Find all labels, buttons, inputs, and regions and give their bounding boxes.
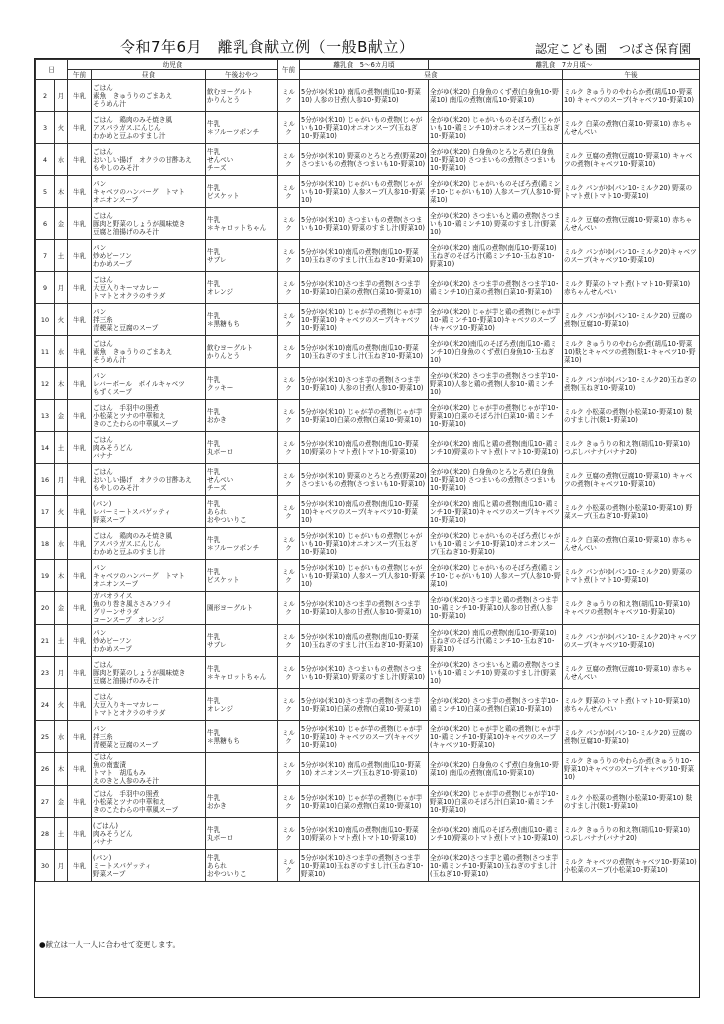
rinyu56-lunch: 5分がゆ(米10)さつま芋の煮物(さつま芋10･野菜10) 人参の甘煮(人参10･野菜10) — [300, 368, 429, 400]
youji-lunch: ごはん おいしい揚げ オクラの甘酢あえ もやしのみそ汁 — [92, 464, 206, 496]
youji-lunch: ごはん 豚肉と野菜のしょうが風味焼き 豆腐と油揚げのみそ汁 — [92, 657, 206, 689]
rinyu7-lunch: 全がゆ(米20) じゃがいものそぼろ煮(鶏ミンチ10･じゃがいも10) 人参スープ(人参10･野菜10) — [429, 176, 563, 208]
rinyu-gozen: ミルク — [278, 432, 300, 464]
youji-gozen: 牛乳 — [68, 80, 92, 112]
table-row — [36, 528, 700, 560]
rinyu56-lunch: 5分がゆ(米10) じゃが芋の煮物(じゃが芋10･野菜10)白菜の煮物(白菜10･野菜10) — [300, 400, 429, 432]
weekday: 土 — [55, 240, 68, 272]
rinyu56-lunch: 5分がゆ(米10) じゃが芋の煮物(じゃが芋10･野菜10)白菜の煮物(白菜10･野菜10) — [300, 786, 429, 818]
rinyu-gozen: ミルク — [278, 144, 300, 176]
weekday: 月 — [55, 464, 68, 496]
rinyu7-gogo: ミルク パンがゆ(パン10･ミルク20) 野菜のトマト煮(トマト10･野菜10) — [563, 560, 700, 592]
rinyu-gozen: ミルク — [278, 304, 300, 336]
weekday: 土 — [55, 818, 68, 850]
footnote: ●献立は一人一人に合わせて変更します。 — [39, 940, 180, 949]
rinyu-gozen: ミルク — [278, 818, 300, 850]
day-number: 25 — [36, 721, 55, 753]
rinyu7-gogo: ミルク パンがゆ(パン10･ミルク20)玉ねぎの煮物(玉ねぎ10･野菜10) — [563, 368, 700, 400]
youji-lunch: パン 拌三糸 青梗菜と豆腐のスープ — [92, 304, 206, 336]
youji-snack: 牛乳 丸ボーロ — [206, 818, 278, 850]
youji-gozen: 牛乳 — [68, 144, 92, 176]
youji-snack: 牛乳 ＊キャロットちゃん — [206, 657, 278, 689]
rinyu7-lunch: 全がゆ(米20)さつま芋と鶏の煮物(さつま芋10･鶏ミンチ10･野菜10)玉ねぎのすまし汁(玉ねぎ10･野菜10) — [429, 850, 563, 882]
weekday: 土 — [55, 432, 68, 464]
weekday: 金 — [55, 592, 68, 625]
rinyu56-lunch: 5分がゆ(米10) 野菜のとろとろ煮(野菜20) さつまいもの煮物(さつまいも10･野菜10) — [300, 464, 429, 496]
weekday: 水 — [55, 144, 68, 176]
rinyu7-gogo: ミルク パンがゆ(パン10･ミルク20) 豆腐の煮物(豆腐10･野菜10) — [563, 304, 700, 336]
rinyu-gozen: ミルク — [278, 368, 300, 400]
rinyu7-lunch: 全がゆ(米20) 白身魚のくず煮(白身魚10･野菜10) 南瓜の煮物(南瓜10･野菜10) — [429, 80, 563, 112]
header-oyatsu: 午後おやつ — [206, 70, 278, 80]
youji-gozen: 牛乳 — [68, 176, 92, 208]
rinyu56-lunch: 5分がゆ(米10)さつま芋の煮物(さつま芋10･野菜10)人参の甘煮(人参10･野菜10) — [300, 592, 429, 625]
rinyu7-gogo: ミルク 豆腐の煮物(豆腐10･野菜10) キャベツの煮物(キャベツ10･野菜10) — [563, 144, 700, 176]
youji-gozen: 牛乳 — [68, 208, 92, 240]
rinyu7-lunch: 全がゆ(米20) じゃがいものそぼろ煮(じゃがいも10･鶏ミンチ10)オニオンスープ(玉ねぎ10･野菜10) — [429, 112, 563, 144]
rinyu7-lunch: 全がゆ(米20) 南瓜と鶏の煮物(南瓜10･鶏ミンチ10)野菜のトマト煮(トマト10･野菜10) — [429, 432, 563, 464]
youji-snack: 牛乳 ビスケット — [206, 560, 278, 592]
rinyu-gozen: ミルク — [278, 721, 300, 753]
rinyu-gozen: ミルク — [278, 689, 300, 721]
rinyu7-gogo: ミルク きゅうりの和え物(胡瓜10･野菜10) つぶしバナナ(バナナ20) — [563, 432, 700, 464]
weekday: 火 — [55, 496, 68, 528]
table-row — [36, 818, 700, 850]
rinyu-gozen: ミルク — [278, 80, 300, 112]
youji-lunch: ごはん 肉みそうどん バナナ — [92, 432, 206, 464]
rinyu7-lunch: 全がゆ(米20) じゃがいものそぼろ煮(鶏ミンチ10･じゃがいも10) 人参スープ(人参10･野菜10) — [429, 560, 563, 592]
rinyu7-gogo: ミルク パンがゆ(パン10･ミルク20)キャベツのスープ(キャベツ10･野菜10) — [563, 625, 700, 657]
header-hirushoku: 昼食 — [92, 70, 206, 80]
day-number: 26 — [36, 753, 55, 786]
menu-table — [35, 59, 700, 882]
youji-gozen: 牛乳 — [68, 496, 92, 528]
table-row — [36, 368, 700, 400]
weekday: 月 — [55, 272, 68, 304]
rinyu56-lunch: 5分がゆ(米10) 野菜のとろとろ煮(野菜20) さつまいもの煮物(さつまいも10･野菜10) — [300, 144, 429, 176]
youji-snack: 牛乳 オレンジ — [206, 272, 278, 304]
rinyu7-gogo: ミルク パンがゆ(パン10･ミルク20) 野菜のトマト煮(トマト10･野菜10) — [563, 176, 700, 208]
table-row — [36, 304, 700, 336]
youji-gozen: 牛乳 — [68, 753, 92, 786]
youji-gozen: 牛乳 — [68, 432, 92, 464]
rinyu56-lunch: 5分がゆ(米10) じゃがいもの煮物(じゃがいも10･野菜10) 人参スープ(人参10･野菜10) — [300, 560, 429, 592]
table-row — [36, 80, 700, 112]
youji-gozen: 牛乳 — [68, 818, 92, 850]
day-number: 23 — [36, 657, 55, 689]
youji-gozen: 牛乳 — [68, 721, 92, 753]
table-row — [36, 689, 700, 721]
youji-gozen: 牛乳 — [68, 657, 92, 689]
rinyu56-lunch: 5分がゆ(米10) じゃが芋の煮物(じゃが芋10･野菜10) キャベツのスープ(キャベツ10･野菜10) — [300, 721, 429, 753]
youji-snack: 牛乳 おかき — [206, 786, 278, 818]
youji-lunch: ごはん 大豆入りキーマカレー トマトとオクラのサラダ — [92, 689, 206, 721]
rinyu7-lunch: 全がゆ(米20) さつま芋の煮物(さつま芋10･鶏ミンチ10)白菜の煮物(白菜10･野菜10) — [429, 272, 563, 304]
weekday: 土 — [55, 625, 68, 657]
rinyu7-gogo: ミルク 豆腐の煮物(豆腐10･野菜10) キャベツの煮物(キャベツ10･野菜10) — [563, 464, 700, 496]
table-row — [36, 850, 700, 882]
rinyu56-lunch: 5分がゆ(米10)南瓜の煮物(南瓜10･野菜10)キャベツのスープ(キャベツ10･野菜10) — [300, 496, 429, 528]
rinyu56-lunch: 5分がゆ(米10) じゃがいもの煮物(じゃがいも10･野菜10) 人参スープ(人参10･野菜10) — [300, 176, 429, 208]
rinyu56-lunch: 5分がゆ(米10)南瓜の煮物(南瓜10･野菜10)野菜のトマト煮(トマト10･野菜10) — [300, 432, 429, 464]
rinyu7-lunch: 全がゆ(米20) 白身魚のとろとろ煮(白身魚10･野菜10) さつまいもの煮物(さつまいも10･野菜10) — [429, 144, 563, 176]
weekday: 水 — [55, 721, 68, 753]
header-day: 日 — [36, 60, 68, 80]
rinyu7-lunch: 全がゆ(米20) さつまいもと鶏の煮物(さつまいも10･鶏ミンチ10) 野菜のすまし汁(野菜10) — [429, 208, 563, 240]
youji-gozen: 牛乳 — [68, 240, 92, 272]
table-row — [36, 432, 700, 464]
day-number: 6 — [36, 208, 55, 240]
youji-lunch: パン キャベツのハンバーグ トマト オニオンスープ — [92, 560, 206, 592]
rinyu7-gogo: ミルク 野菜のトマト煮(トマト10･野菜10) 赤ちゃんせんべい — [563, 272, 700, 304]
day-number: 19 — [36, 560, 55, 592]
rinyu7-gogo: ミルク きゅうりのやわらか煮(胡瓜10･野菜10) キャベツのスープ(キャベツ10･野菜10) — [563, 80, 700, 112]
rinyu-gozen: ミルク — [278, 592, 300, 625]
youji-snack: 飲むヨーグルト かりんとう — [206, 336, 278, 368]
rinyu7-gogo: ミルク きゅうりの和え物(胡瓜10･野菜10) つぶしバナナ(バナナ20) — [563, 818, 700, 850]
day-number: 10 — [36, 304, 55, 336]
youji-lunch: ごはん 鶏肉のみそ焼き風 アスパラガス.にんじん わかめと豆ふのすまし汁 — [92, 112, 206, 144]
weekday: 火 — [55, 112, 68, 144]
rinyu56-lunch: 5分がゆ(米10) さつまいもの煮物(さつまいも10･野菜10) 野菜のすまし汁(野菜10) — [300, 657, 429, 689]
rinyu-gozen: ミルク — [278, 850, 300, 882]
table-row — [36, 464, 700, 496]
youji-snack: 園形ヨーグルト — [206, 592, 278, 625]
rinyu-gozen: ミルク — [278, 464, 300, 496]
rinyu7-gogo: ミルク 小松菜の煮物(小松菜10･野菜10) 野菜スープ(玉ねぎ10･野菜10) — [563, 496, 700, 528]
rinyu7-gogo: ミルク 白菜の煮物(白菜10･野菜10) 赤ちゃんせんべい — [563, 528, 700, 560]
weekday: 木 — [55, 176, 68, 208]
day-number: 17 — [36, 496, 55, 528]
youji-gozen: 牛乳 — [68, 560, 92, 592]
youji-lunch: ごはん 素魚 きゅうりのごまあえ そうめん汁 — [92, 80, 206, 112]
youji-snack: 牛乳 サブレ — [206, 240, 278, 272]
youji-gozen: 牛乳 — [68, 336, 92, 368]
day-number: 12 — [36, 368, 55, 400]
rinyu7-lunch: 全がゆ(米20) じゃが芋と鶏の煮物(じゃが芋10･鶏ミンチ10･野菜10)キャベツのスープ(キャベツ10･野菜10) — [429, 304, 563, 336]
day-number: 14 — [36, 432, 55, 464]
weekday: 月 — [55, 850, 68, 882]
youji-snack: 牛乳 丸ボーロ — [206, 432, 278, 464]
rinyu7-gogo: ミルク パンがゆ(パン10･ミルク20)キャベツのスープ(キャベツ10･野菜10) — [563, 240, 700, 272]
day-number: 30 — [36, 850, 55, 882]
rinyu-gozen: ミルク — [278, 208, 300, 240]
youji-gozen: 牛乳 — [68, 786, 92, 818]
youji-snack: 牛乳 せんべい チーズ — [206, 144, 278, 176]
rinyu7-lunch: 全がゆ(米20)さつま芋と鶏の煮物(さつま芋10･鶏ミンチ10･野菜10)人参の甘煮(人参10･野菜10) — [429, 592, 563, 625]
youji-lunch: ごはん 豚肉と野菜のしょうが風味焼き 豆腐と油揚げのみそ汁 — [92, 208, 206, 240]
rinyu56-lunch: 5分がゆ(米10)さつま芋の煮物(さつま芋10･野菜10)白菜の煮物(白菜10･野菜10) — [300, 689, 429, 721]
rinyu7-lunch: 全がゆ(米20) 南瓜と鶏の煮物(南瓜10･鶏ミンチ10･野菜10)キャベツのスープ(キャベツ10･野菜10) — [429, 496, 563, 528]
youji-snack: 牛乳 ＊フルーツポンチ — [206, 528, 278, 560]
rinyu7-lunch: 全がゆ(米20) さつまいもと鶏の煮物(さつまいも10･鶏ミンチ10) 野菜のすまし汁(野菜10) — [429, 657, 563, 689]
day-number: 16 — [36, 464, 55, 496]
table-row — [36, 112, 700, 144]
day-number: 18 — [36, 528, 55, 560]
youji-lunch: ごはん 魚の南蛮漬 トマト 胡瓜もみ えのきと人参のみそ汁 — [92, 753, 206, 786]
header-hirushoku2: 昼食 — [300, 70, 563, 80]
day-number: 21 — [36, 625, 55, 657]
rinyu7-gogo: ミルク キャベツの煮物(キャベツ10･野菜10)小松菜のスープ(小松菜10･野菜10) — [563, 850, 700, 882]
rinyu7-gogo: ミルク 白菜の煮物(白菜10･野菜10) 赤ちゃんせんべい — [563, 112, 700, 144]
day-number: 20 — [36, 592, 55, 625]
youji-snack: 牛乳 あられ おやついりこ — [206, 850, 278, 882]
rinyu56-lunch: 5分がゆ(米10)さつま芋の煮物(さつま芋10･野菜10)白菜の煮物(白菜10･野菜10) — [300, 272, 429, 304]
day-number: 4 — [36, 144, 55, 176]
youji-snack: 牛乳 クッキー — [206, 368, 278, 400]
rinyu7-lunch: 全がゆ(米20)南瓜のそぼろ煮(南瓜10･鶏ミンチ10)白身魚のくず煮(白身魚10･玉ねぎ10) — [429, 336, 563, 368]
table-row — [36, 272, 700, 304]
header-youji: 幼児食 — [68, 60, 278, 70]
rinyu-gozen: ミルク — [278, 753, 300, 786]
page-title: 令和7年6月 離乳食献立例（一般B献立） — [120, 38, 415, 56]
youji-snack: 牛乳 オレンジ — [206, 689, 278, 721]
rinyu7-gogo: ミルク パンがゆ(パン10･ミルク20) 豆腐の煮物(豆腐10･野菜10) — [563, 721, 700, 753]
youji-gozen: 牛乳 — [68, 528, 92, 560]
weekday: 木 — [55, 368, 68, 400]
youji-gozen: 牛乳 — [68, 112, 92, 144]
youji-gozen: 牛乳 — [68, 272, 92, 304]
rinyu-gozen: ミルク — [278, 240, 300, 272]
youji-lunch: パン 炒めビーフン わかめスープ — [92, 625, 206, 657]
rinyu-gozen: ミルク — [278, 112, 300, 144]
youji-gozen: 牛乳 — [68, 368, 92, 400]
day-number: 3 — [36, 112, 55, 144]
youji-snack: 牛乳 ビスケット — [206, 176, 278, 208]
rinyu-gozen: ミルク — [278, 528, 300, 560]
header-gozen: 午前 — [68, 70, 92, 80]
rinyu7-lunch: 全がゆ(米20) 南瓜の煮物(南瓜10･野菜10)玉ねぎのそぼろ汁(鶏ミンチ10･玉ねぎ10･野菜10) — [429, 625, 563, 657]
rinyu7-gogo: ミルク 野菜のトマト煮(トマト10･野菜10) 赤ちゃんせんべい — [563, 689, 700, 721]
rinyu-gozen: ミルク — [278, 336, 300, 368]
rinyu7-lunch: 全がゆ(米20) じゃが芋の煮物(じゃが芋10･野菜10)白菜のそぼろ汁(白菜10･鶏ミンチ10･野菜10) — [429, 400, 563, 432]
weekday: 火 — [55, 304, 68, 336]
youji-gozen: 牛乳 — [68, 689, 92, 721]
table-row — [36, 336, 700, 368]
youji-gozen: 牛乳 — [68, 850, 92, 882]
table-row — [36, 560, 700, 592]
youji-lunch: パン キャベツのハンバーグ トマト オニオンスープ — [92, 176, 206, 208]
day-number: 9 — [36, 272, 55, 304]
youji-lunch: (パン) レバーミートスパゲッティ 野菜スープ — [92, 496, 206, 528]
youji-lunch: (ごはん) 肉みそうどん バナナ — [92, 818, 206, 850]
header-gogo: 午後 — [563, 70, 700, 80]
youji-lunch: パン 炒めビーフン わかめスープ — [92, 240, 206, 272]
youji-lunch: ごはん 手羽中の照煮 小松菜とツナの中華和え きのこたわらの中華風スープ — [92, 786, 206, 818]
youji-snack: 牛乳 ＊黒糖もち — [206, 304, 278, 336]
day-number: 27 — [36, 786, 55, 818]
rinyu56-lunch: 5分がゆ(米10)南瓜の煮物(南瓜10･野菜10)野菜のトマト煮(トマト10･野菜10) — [300, 818, 429, 850]
rinyu56-lunch: 5分がゆ(米10) じゃがいもの煮物(じゃがいも10･野菜10)オニオンスープ(玉ねぎ10･野菜10) — [300, 112, 429, 144]
rinyu7-lunch: 全がゆ(米20) 白身魚のくず煮(白身魚10･野菜10) 南瓜の煮物(南瓜10･野菜10) — [429, 753, 563, 786]
rinyu56-lunch: 5分がゆ(米10) 南瓜の煮物(南瓜10･野菜10) 人参の甘煮(人参10･野菜10) — [300, 80, 429, 112]
rinyu-gozen: ミルク — [278, 272, 300, 304]
day-number: 13 — [36, 400, 55, 432]
youji-snack: 牛乳 ＊キャロットちゃん — [206, 208, 278, 240]
youji-gozen: 牛乳 — [68, 304, 92, 336]
rinyu56-lunch: 5分がゆ(米10) じゃがいもの煮物(じゃがいも10･野菜10)オニオンスープ(玉ねぎ10･野菜10) — [300, 528, 429, 560]
weekday: 水 — [55, 336, 68, 368]
table-row — [36, 240, 700, 272]
weekday: 水 — [55, 528, 68, 560]
table-row — [36, 176, 700, 208]
youji-snack: 牛乳 ＊黒糖もち — [206, 721, 278, 753]
rinyu-gozen: ミルク — [278, 560, 300, 592]
youji-lunch: (パン) ミートスパゲッティ 野菜スープ — [92, 850, 206, 882]
youji-snack — [206, 753, 278, 786]
table-row — [36, 144, 700, 176]
table-row — [36, 400, 700, 432]
rinyu7-lunch: 全がゆ(米20) さつま芋の煮物(さつま芋10･鶏ミンチ10)白菜の煮物(白菜10･野菜10) — [429, 689, 563, 721]
rinyu7-lunch: 全がゆ(米20) じゃがいものそぼろ煮(じゃがいも10･鶏ミンチ10･野菜10)オニオンスープ(玉ねぎ10･野菜10) — [429, 528, 563, 560]
rinyu-gozen: ミルク — [278, 496, 300, 528]
rinyu56-lunch: 5分がゆ(米10)南瓜の煮物(南瓜10･野菜10)玉ねぎのすまし汁(玉ねぎ10･野菜10) — [300, 240, 429, 272]
youji-snack: 牛乳 おかき — [206, 400, 278, 432]
rinyu56-lunch: 5分がゆ(米10)さつま芋の煮物(さつま芋10･野菜10)玉ねぎのすまし汁(玉ねぎ10･野菜10) — [300, 850, 429, 882]
rinyu-gozen: ミルク — [278, 400, 300, 432]
table-row — [36, 625, 700, 657]
weekday: 木 — [55, 560, 68, 592]
youji-lunch: ごはん 大豆入りキーマカレー トマトとオクラのサラダ — [92, 272, 206, 304]
table-row — [36, 208, 700, 240]
table-row — [36, 592, 700, 625]
rinyu7-gogo: ミルク 豆腐の煮物(豆腐10･野菜10) 赤ちゃんせんべい — [563, 208, 700, 240]
rinyu56-lunch: 5分がゆ(米10) 南瓜の煮物(南瓜10･野菜10) オニオンスープ(玉ねぎ10･野菜10) — [300, 753, 429, 786]
rinyu-gozen: ミルク — [278, 786, 300, 818]
youji-gozen: 牛乳 — [68, 592, 92, 625]
rinyu-gozen: ミルク — [278, 657, 300, 689]
rinyu7-gogo: ミルク 小松菜の煮物(小松菜10･野菜10) 麩のすまし汁(麩1･野菜10) — [563, 786, 700, 818]
rinyu7-gogo: ミルク きゅうりのやわらか煮(胡瓜10･野菜10)麩とキャベツの煮物(麩1･キャベツ10･野菜10) — [563, 336, 700, 368]
day-number: 24 — [36, 689, 55, 721]
header-rinyu-56: 離乳食 5～6カ月頃 — [300, 60, 429, 70]
youji-gozen: 牛乳 — [68, 625, 92, 657]
rinyu7-gogo: ミルク 豆腐の煮物(豆腐10･野菜10) 赤ちゃんせんべい — [563, 657, 700, 689]
header-rinyu-7: 離乳食 7カ月頃～ — [429, 60, 700, 70]
weekday: 火 — [55, 689, 68, 721]
table-row — [36, 657, 700, 689]
youji-snack: 牛乳 あられ おやついりこ — [206, 496, 278, 528]
youji-gozen: 牛乳 — [68, 464, 92, 496]
youji-lunch: パン レバーボール ボイルキャベツ もずくスープ — [92, 368, 206, 400]
weekday: 木 — [55, 753, 68, 786]
rinyu-gozen: ミルク — [278, 176, 300, 208]
youji-lunch: ごはん 鶏肉のみそ焼き風 アスパラガス.にんじん わかめと豆ふのすまし汁 — [92, 528, 206, 560]
weekday: 月 — [55, 657, 68, 689]
youji-lunch: ごはん 素魚 きゅうりのごまあえ そうめん汁 — [92, 336, 206, 368]
table-row — [36, 721, 700, 753]
table-row — [36, 496, 700, 528]
day-number: 7 — [36, 240, 55, 272]
rinyu7-lunch: 全がゆ(米20) 南瓜の煮物(南瓜10･野菜10)玉ねぎのそぼろ汁(鶏ミンチ10･玉ねぎ10･野菜10) — [429, 240, 563, 272]
youji-lunch: ガパオライス 魚のり巻き風ささみフライ グリーンサラダ コーンスープ オレンジ — [92, 592, 206, 625]
weekday: 月 — [55, 80, 68, 112]
rinyu7-lunch: 全がゆ(米20) 南瓜のそぼろ煮(南瓜10･鶏ミンチ10)野菜のトマト煮(トマト10･野菜10) — [429, 818, 563, 850]
table-row — [36, 753, 700, 786]
rinyu56-lunch: 5分がゆ(米10) さつまいもの煮物(さつまいも10･野菜10) 野菜のすまし汁(野菜10) — [300, 208, 429, 240]
youji-snack: 牛乳 サブレ — [206, 625, 278, 657]
youji-gozen: 牛乳 — [68, 400, 92, 432]
youji-lunch: ごはん おいしい揚げ オクラの甘酢あえ もやしのみそ汁 — [92, 144, 206, 176]
weekday: 金 — [55, 400, 68, 432]
rinyu-gozen: ミルク — [278, 625, 300, 657]
menu-sheet — [34, 58, 700, 998]
youji-lunch: パン 拌三糸 青梗菜と豆腐のスープ — [92, 721, 206, 753]
day-number: 11 — [36, 336, 55, 368]
day-number: 28 — [36, 818, 55, 850]
rinyu56-lunch: 5分がゆ(米10)南瓜の煮物(南瓜10･野菜10)玉ねぎのすまし汁(玉ねぎ10･野菜10) — [300, 625, 429, 657]
youji-lunch: ごはん 手羽中の照煮 小松菜とツナの中華和え きのこたわらの中華風スープ — [92, 400, 206, 432]
youji-snack: 牛乳 ＊フルーツポンチ — [206, 112, 278, 144]
rinyu7-lunch: 全がゆ(米20) さつま芋の煮物(さつま芋10･野菜10)人参と鶏の煮物(人参10･鶏ミンチ10) — [429, 368, 563, 400]
organization-name: 認定こども園 つばさ保育園 — [535, 42, 692, 56]
header-gozen2: 午前 — [278, 60, 300, 80]
rinyu7-gogo: ミルク 小松菜の煮物(小松菜10･野菜10) 麩のすまし汁(麩1･野菜10) — [563, 400, 700, 432]
rinyu56-lunch: 5分がゆ(米10) じゃが芋の煮物(じゃが芋10･野菜10) キャベツのスープ(キャベツ10･野菜10) — [300, 304, 429, 336]
rinyu7-gogo: ミルク きゅうりの和え物(胡瓜10･野菜10) キャベツの煮物(キャベツ10･野菜10) — [563, 592, 700, 625]
table-row — [36, 786, 700, 818]
day-number: 2 — [36, 80, 55, 112]
rinyu7-lunch: 全がゆ(米20) 白身魚のとろとろ煮(白身魚10･野菜10) さつまいもの煮物(さつまいも10･野菜10) — [429, 464, 563, 496]
weekday: 金 — [55, 786, 68, 818]
rinyu7-lunch: 全がゆ(米20) じゃが芋の煮物(じゃが芋10･野菜10)白菜のそぼろ汁(白菜10･鶏ミンチ10･野菜10) — [429, 786, 563, 818]
youji-snack: 牛乳 せんべい チーズ — [206, 464, 278, 496]
day-number: 5 — [36, 176, 55, 208]
rinyu7-gogo: ミルク きゅうりのやわらか煮(きゅうり10･野菜10)キャベツのスープ(キャベツ10･野菜10) — [563, 753, 700, 786]
rinyu7-lunch: 全がゆ(米20) じゃが芋と鶏の煮物(じゃが芋10･鶏ミンチ10･野菜10)キャベツのスープ(キャベツ10･野菜10) — [429, 721, 563, 753]
youji-snack: 飲むヨーグルト かりんとう — [206, 80, 278, 112]
rinyu56-lunch: 5分がゆ(米10)南瓜の煮物(南瓜10･野菜10)玉ねぎのすまし汁(玉ねぎ10･野菜10) — [300, 336, 429, 368]
weekday: 金 — [55, 208, 68, 240]
